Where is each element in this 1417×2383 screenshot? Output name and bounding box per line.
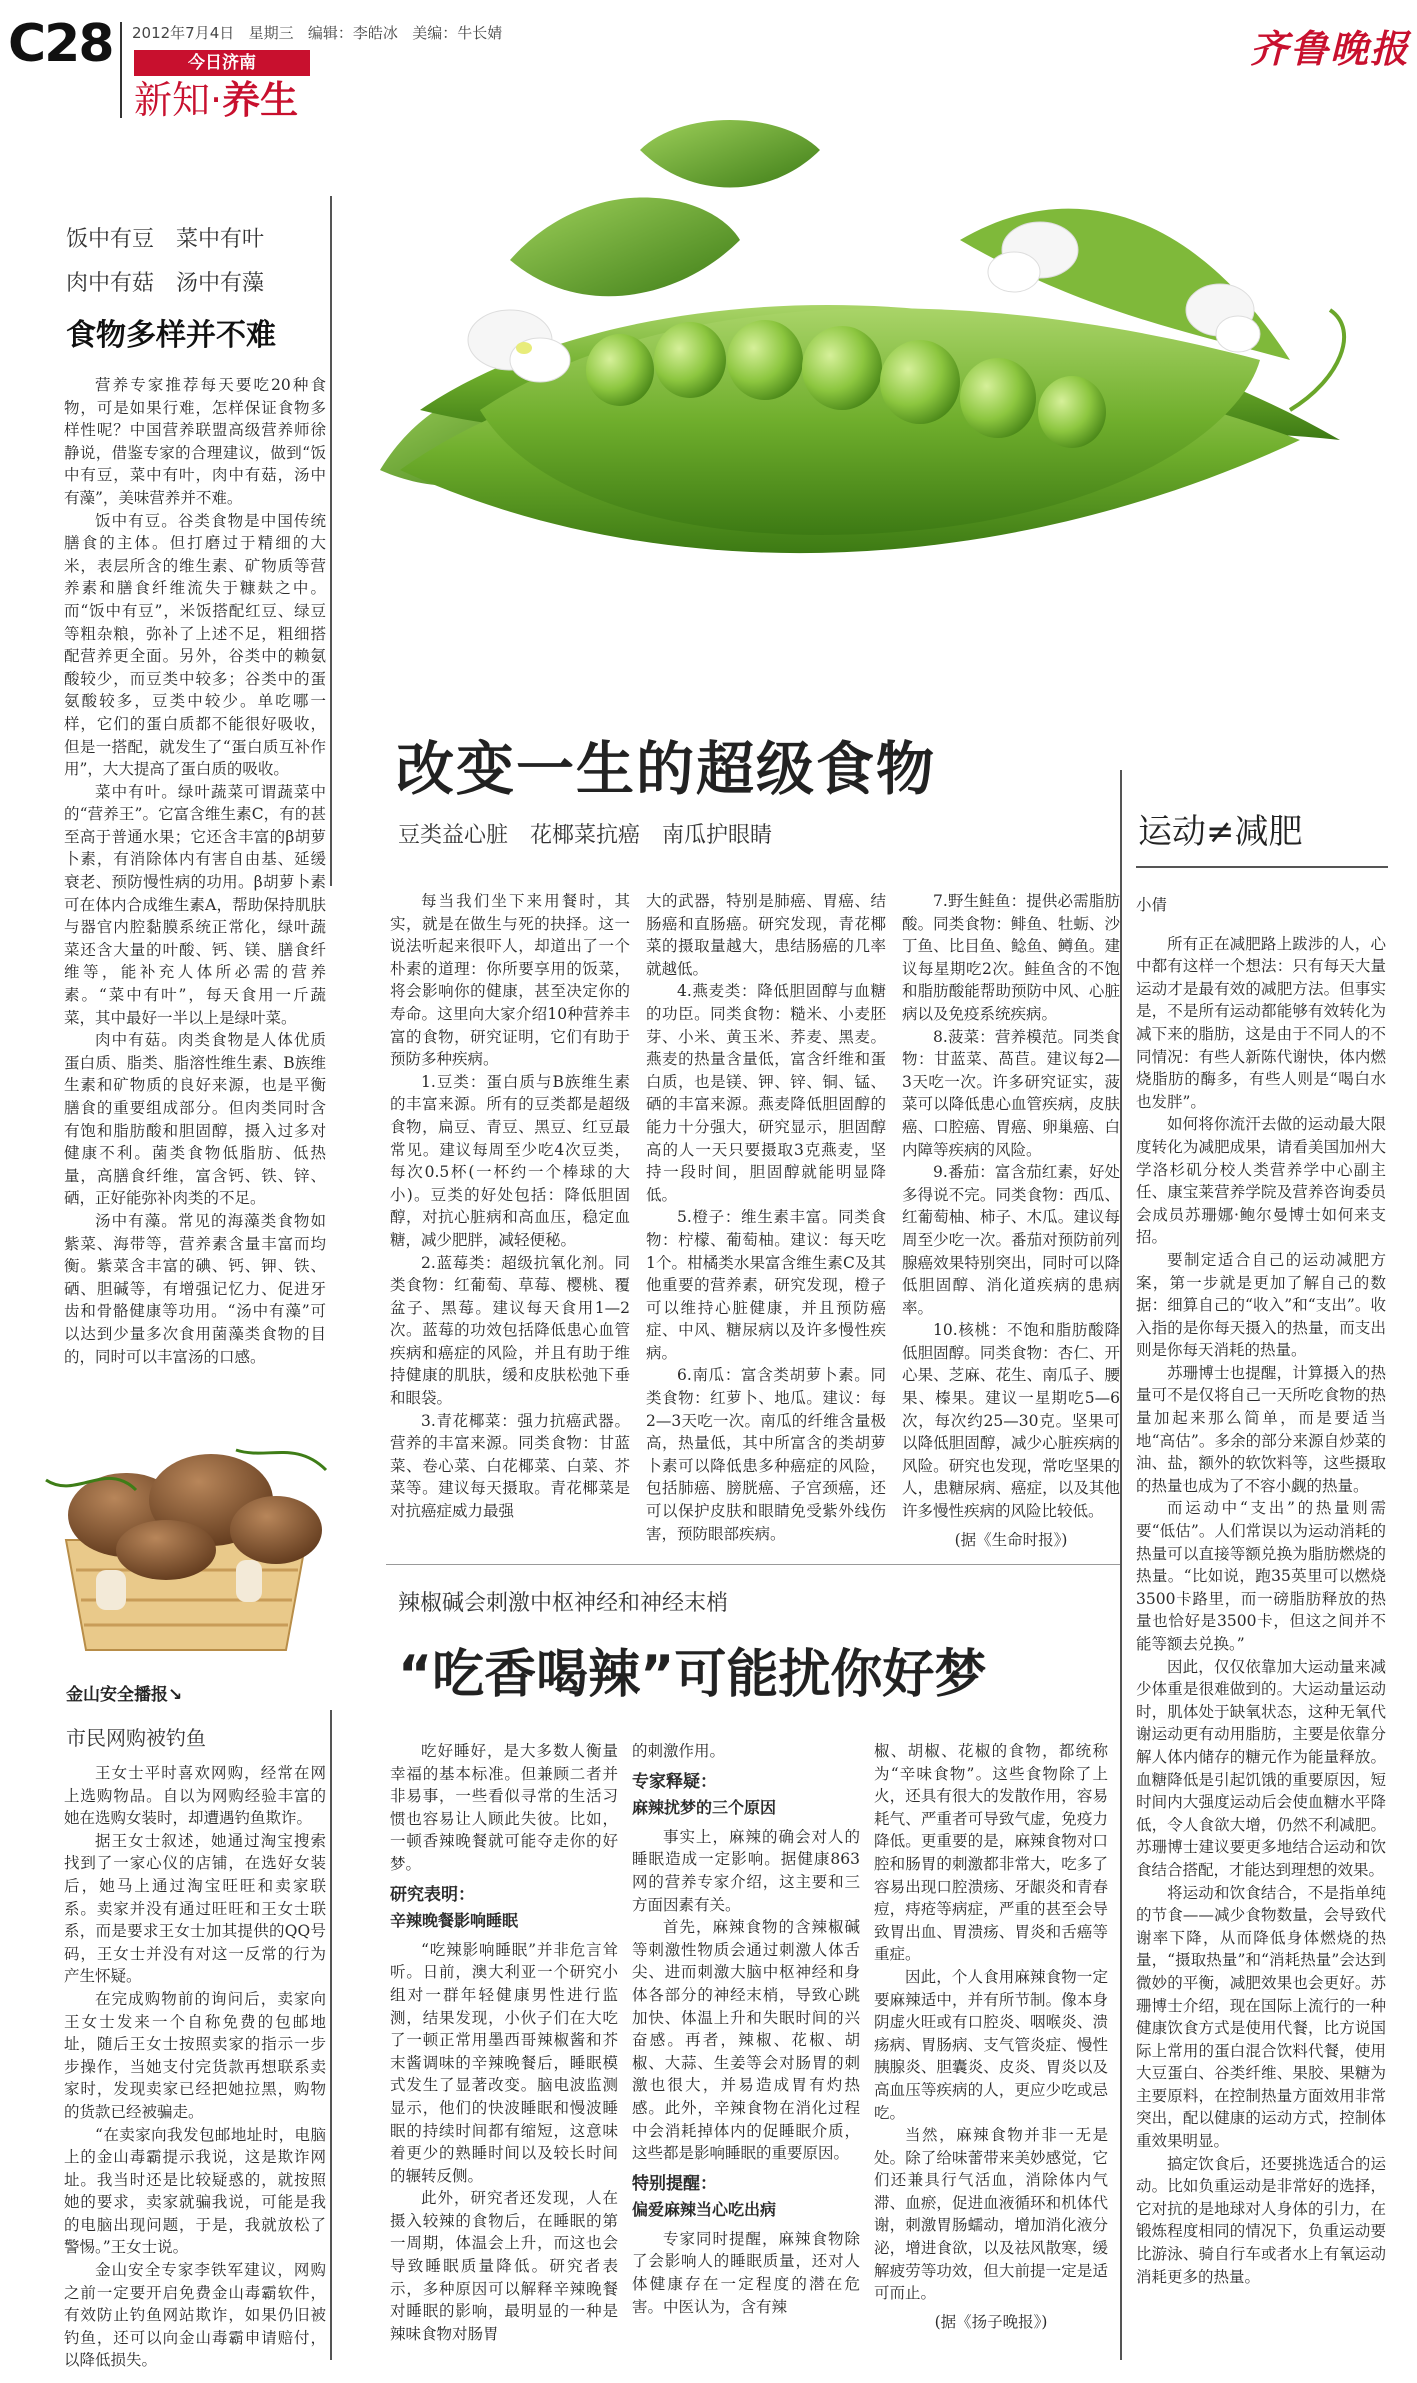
mushroom-stem (96, 1570, 126, 1610)
main-paragraph: 6.南瓜：富含类胡萝卜素。同类食物：红萝卜、地瓜。建议：每2—3天吃一次。南瓜的纤维含量极高，热量低，其中所富含的类胡萝卜素可以降低患多种癌症的风险，包括肺癌、膀胱癌、子宫颈癌，还可以保护皮肤和眼睛免受紫外线伤害，预防眼部疾病。 (646, 1366, 886, 1543)
right-article-title: 运动≠减肥 (1138, 812, 1303, 852)
section-tag: 今日济南 (134, 50, 310, 76)
left-column-rule (330, 196, 332, 886)
sidebar-column-name (66, 1680, 182, 1705)
main-article-title: 改变一生的超级食物 (396, 735, 937, 803)
spicy-subhead-title: 辛辣晚餐影响睡眠 (390, 1911, 519, 1931)
main-paragraph: 9.番茄：富含茄红素，好处多得说不完。同类食物：西瓜、红葡萄柚、柿子、木瓜。建议每周至少吃一次。番茄对预防前列腺癌效果特别突出，同时可以降低胆固醇、消化道疾病的患病率。 (902, 1163, 1120, 1317)
main-paragraph: 4.燕麦类：降低胆固醇与血糖的功臣。同类食物：糙米、小麦胚芽、小米、黄玉米、荞麦、黑麦。燕麦的热量含量低，富含纤维和蛋白质，也是镁、钾、锌、铜、锰、硒的丰富来源。燕麦降低胆固醇的能力十分强大，研究显示，胆固醇高的人一天只要摄取3克燕麦，坚持一段时间，胆固醇就能明显降低。 (646, 982, 886, 1204)
issue-weekday: 星期三 (248, 24, 294, 42)
masthead-logo: 齐鲁晚报 (1250, 26, 1411, 71)
spicy-paragraph: 事实上，麻辣的确会对人的睡眠造成一定影响。据健康863网的营养专家介绍，这主要和三方面因素有关。 (632, 1827, 860, 1914)
spicy-paragraph: 椒、胡椒、花椒的食物，都统称为“辛味食物”。这些食物除了上火，还具有很大的发散作用，容易耗气、严重者可导致气虚，免疫力降低。更重要的是，麻辣食物对口腔和肠胃的刺激都非常大，吃多了容易出现口腔溃疡、牙龈炎和青春痘，痔疮等病症，严重的甚至会导致胃出血、胃溃疡、胃炎和舌癌等重症。 (874, 1742, 1108, 1964)
pea (802, 326, 882, 410)
pea (880, 340, 960, 424)
right-byline: 小倩 (1136, 896, 1168, 914)
section-title-new: 新知 (134, 78, 211, 122)
main-paragraph: 2.蓝莓类：超级抗氧化剂。同类食物：红葡萄、草莓、樱桃、覆盆子、黑莓。建议每天食用1—2次。蓝莓的功效包括降低患心血管疾病和癌症的风险，并且有助于维持健康的肌肤，缓和皮肤松弛下垂和眼袋。 (390, 1253, 630, 1408)
spicy-subhead: 专家释疑： (632, 1771, 717, 1792)
left-article-body (64, 374, 326, 1366)
left-kicker-1: 饭中有豆 菜中有叶 (66, 227, 265, 252)
right-paragraph: 如何将你流汗去做的运动最大限度转化为减肥成果，请看美国加州大学洛杉矶分校人类营养学中心副主任、康宝莱营养学院及营养咨询委员会成员苏珊娜·鲍尔曼博士如何来支招。 (1136, 1115, 1386, 1247)
pea (654, 322, 726, 398)
spicy-kicker: 辣椒碱会刺激中枢神经和神经末梢 (398, 1591, 729, 1616)
sidebar-paragraph: “在卖家向我发包邮地址时，电脑上的金山毒霸提示我说，这是欺诈网址。我当时还是比较疑惑的，就按照她的要求，卖家就骗我说，可能是我的电脑出现问题，于是，我就放松了警惕。”王女士说。 (64, 2125, 326, 2257)
sidebar-paragraph: 据王女士叙述，她通过淘宝搜索找到了一家心仪的店铺，在选好女装后，她马上通过淘宝旺旺和卖家联系。卖家并没有通过旺旺和王女士联系，而是要求王女士加其提供的QQ号码，王女士并没有对这一反常的行为产生怀疑。 (64, 1831, 326, 1986)
main-paragraph: 7.野生鲑鱼：提供必需脂肪酸。同类食物：鲱鱼、牡蛎、沙丁鱼、比目鱼、鲶鱼、鳟鱼。建议每星期吃2次。鲑鱼含的不饱和脂肪酸能帮助预防中风、心脏病以及免疫系统疾病。 (902, 892, 1120, 1023)
pea-flower (1186, 284, 1260, 352)
sidebar-column-label: 金山安全播报 (66, 1685, 168, 1705)
spicy-source: (据《扬子晚报》) (934, 2312, 1048, 2331)
spicy-subhead-title: 偏爱麻辣当心吃出病 (632, 2200, 777, 2220)
spicy-subhead-title: 麻辣扰梦的三个原因 (632, 1798, 777, 1818)
left-paragraph: 饭中有豆。谷类食物是中国传统膳食的主体。但打磨过于精细的大米，表层所含的维生素、矿物质等营养素和膳食纤维流失于糠麸之中。而“饭中有豆”，米饭搭配红豆、绿豆等粗杂粮，弥补了上述不足，粗细搭配营养更全面。另外，谷类中的赖氨酸较少，而豆类中较多；谷类中的蛋氨酸较多，豆类中较少。单吃哪一样，它们的蛋白质都不能很好吸收，但是一搭配，就发生了“蛋白质互补作用”，大大提高了蛋白质的吸收。 (64, 511, 326, 779)
pea (586, 334, 654, 406)
spicy-paragraph: 首先，麻辣食物的含辣椒碱等刺激性物质会通过刺激人体舌尖、进而刺激大脑中枢神经和身体各部分的神经末梢，导致心跳加快、体温上升和失眠时间的兴奋感。再者，辣椒、花椒、胡椒、大蒜、生姜等会对肠胃的刺激也很大，并易造成胃有灼热感。此外，辛辣食物在消化过程中会消耗掉体内的促睡眠介质，这些都是影响睡眠的重要原因。 (632, 1918, 860, 2163)
designer-credit: 美编：牛长婧 (412, 24, 503, 42)
pea-leaf (510, 198, 740, 297)
left-article-title: 食物多样并不难 (66, 318, 276, 353)
spicy-col-3 (874, 1740, 1108, 2370)
sidebar-paragraph: 在完成购物前的询问后，卖家向王女士发来一个自称免费的包邮地址，随后王女士按照卖家的指示一步步操作，当她支付完货款再想联系卖家时，发现卖家已经把她拉黑，购物的货款已经被骗走。 (64, 1989, 326, 2121)
main-paragraph: 每当我们坐下来用餐时，其实，就是在做生与死的抉择。这一说法听起来很吓人，却道出了一个朴素的道理：你所要享用的饭菜，将会影响你的健康，甚至决定你的寿命。这里向大家介绍10种营养丰富的食物，研究证明，它们有助于预防多种疾病。 (390, 892, 630, 1069)
sidebar-title: 市民网购被钓鱼 (66, 1726, 206, 1750)
left-paragraph: 肉中有菇。肉类食物是人体优质蛋白质、脂类、脂溶性维生素、B族维生素和矿物质的良好来源，也是平衡膳食的重要组成部分。但肉类同时含有饱和脂肪酸和胆固醇，摄入过多对健康不利。菌类食物低脂肪、低热量，高膳食纤维，富含钙、铁、锌、硒，正好能弥补肉类的不足。 (64, 1031, 326, 1208)
spicy-paragraph: “吃辣影响睡眠”并非危言耸听。日前，澳大利亚一个研究小组对一群年轻健康男性进行监测，结果发现，小伙子们在大吃了一顿正常用墨西哥辣椒酱和芥末酱调味的辛辣晚餐后，睡眠模式发生了显著改变。脑电波监测显示，他们的快波睡眠和慢波睡眠的持续时间都有缩短，这意味着更少的熟睡时间以及较长时间的辗转反侧。 (390, 1940, 618, 2185)
spicy-paragraph: 的刺激作用。 (632, 1742, 726, 1760)
mushroom-cap (116, 1520, 216, 1580)
spicy-paragraph: 专家同时提醒，麻辣食物除了会影响人的睡眠质量，还对人体健康存在一定程度的潜在危害。中医认为，含有辣 (632, 2229, 860, 2316)
left-paragraph: 汤中有藻。常见的海藻类食物如紫菜、海带等，营养素含量丰富而均衡。紫菜含丰富的碘、钙、钾、铁、硒、胆碱等，有增强记忆力、促进牙齿和骨骼健康等功用。“汤中有藻”可以达到少量多次食用菌藻类食物的目的，同时可以丰富汤的口感。 (64, 1211, 326, 1366)
right-paragraph: 苏珊博士也提醒，计算摄入的热量可不是仅将自己一天所吃食物的热量加起来那么简单，而是要适当地“高估”。多余的部分来源自炒菜的油、盐，额外的软饮料等，这些摄取的热量也成为了不容小觑的热量。 (1136, 1363, 1386, 1495)
right-column-rule (1120, 770, 1122, 2360)
right-paragraph: 要制定适合自己的运动减肥方案，第一步就是更加了解自己的数据：细算自己的“收入”和“支出”。收入指的是你每天摄入的热量，而支出则是你每天消耗的热量。 (1136, 1250, 1386, 1360)
left-paragraph: 菜中有叶。绿叶蔬菜可谓蔬菜中的“营养王”。它富含维生素C，有的甚至高于普通水果；它还含丰富的β胡萝卜素，有消除体内有害自由基、延缓衰老、预防慢性病的功用。β胡萝卜素可在体内合成维生素A，帮助保持肌肤与器官内腔黏膜系统正常化，绿叶蔬菜还含大量的叶酸、钙、镁、膳食纤维等，能补充人体所必需的营养素。“菜中有叶”，每天食用一斤蔬菜，其中最好一半以上是绿叶菜。 (64, 782, 326, 1027)
issue-date: 2012年7月4日 (132, 24, 235, 42)
right-paragraph: 因此，仅仅依靠加大运动量来减少体重是很难做到的。大运动量运动时，肌体处于缺氧状态，这种无氧代谢运动更有动用脂肪，主要是依靠分解人体内储存的糖元作为能量释放。血糖降低是引起饥饿的重要原因，短时间内大强度运动后会使血糖水平降低，令人食欲大增，仍然不利减肥。苏珊博士建议要更多地结合运动和饮食结合搭配，才能达到理想的效果。 (1136, 1657, 1386, 1879)
main-paragraph: 5.橙子：维生素丰富。同类食物：柠檬、葡萄柚。建议：每天吃1个。柑橘类水果富含维生素C及其他重要的营养素，研究发现，橙子可以维持心脏健康，并且预防癌症、中风、糖尿病以及许多慢性疾病。 (646, 1208, 886, 1362)
pea-flower (468, 310, 570, 382)
main-paragraph: 8.菠菜：营养模范。同类食物：甘蓝菜、萵苣。建议每2—3天吃一次。许多研究证实，菠菜可以降低患心血管疾病，皮肤癌、口腔癌、胃癌、卵巢癌、白内障等疾病的风险。 (902, 1027, 1120, 1159)
spicy-subhead: 研究表明： (390, 1884, 475, 1905)
spicy-title: “吃香喝辣”可能扰你好梦 (398, 1645, 987, 1705)
spicy-paragraph: 此外，研究者还发现，人在摄入较辣的食物后，在睡眠的第一周期，体温会上升，而这也会导致睡眠质量降低。研究者表示，多种原因可以解释辛辣晚餐对睡眠的影响，最明显的一种是辣味食物对肠胃 (390, 2189, 618, 2343)
spicy-paragraph: 吃好睡好，是大多数人衡量幸福的基本标准。但兼顾二者并非易事，一些看似寻常的生活习惯也容易让人顾此失彼。比如，一顿香辣晚餐就可能夺走你的好梦。 (390, 1742, 618, 1873)
pea (727, 320, 803, 400)
header-divider (120, 22, 122, 118)
main-col-3 (902, 890, 1120, 1550)
right-paragraph: 搞定饮食后，还要挑选适合的运动。比如负重运动是非常好的选择，它对抗的是地球对人身体的引力，在锻炼程度相同的情况下，负重运动要比游泳、骑自行车或者水上有氧运动消耗更多的热量。 (1136, 2154, 1386, 2286)
pea-tendril (1290, 310, 1344, 410)
right-title-rule (1136, 866, 1388, 868)
mushroom-cap (230, 1496, 322, 1564)
right-article-body (1136, 880, 1386, 2370)
main-paragraph: 10.核桃：不饱和脂肪酸降低胆固醇。同类食物：杏仁、开心果、芝麻、花生、南瓜子、腰果、榛果。建议一星期吃5—6次，每次约25—30克。坚果可以降低胆固醇，减少心脏疾病的风险。研究也发现，常吃坚果的人，患糖尿病、癌症，以及其他许多慢性疾病的风险比较低。 (902, 1321, 1120, 1521)
spicy-col-1 (390, 1740, 618, 2360)
pea (960, 358, 1036, 438)
mushroom-stem (236, 1560, 262, 1602)
header-meta (132, 22, 502, 43)
right-paragraph: 所有正在减肥路上跋涉的人，心中都有这样一个想法：只有每天大量运动才是最有效的减肥方法。但事实是，不是所有运动都能够有效转化为减下来的脂肪，这是由于不同人的不同情况：有些人新陈代谢快，体内燃烧脂肪的酶多，有些人则是“喝白水也发胖”。 (1136, 934, 1386, 1111)
spicy-top-rule (386, 1564, 1120, 1565)
section-title-dot: · (210, 78, 223, 122)
pea-leaf (640, 120, 820, 188)
mushroom-basket-photo (36, 1420, 336, 1660)
page-number: C28 (8, 14, 113, 74)
main-paragraph: 大的武器，特别是肺癌、胃癌、结肠癌和直肠癌。研究发现，青花椰菜的摄取量越大，患结肠癌的几率就越低。 (646, 892, 886, 978)
left-kicker-2: 肉中有菇 汤中有藻 (66, 271, 265, 296)
right-paragraph: 而运动中“支出”的热量则需要“低估”。人们常误以为运动消耗的热量可以直接等额兑换为脂肪燃烧的热量。“比如说，跑35英里可以燃烧3500卡路里，而一磅脂肪释放的热量也恰好是3500卡，但这之间并不能等额去兑换。” (1136, 1499, 1386, 1653)
left-paragraph: 营养专家推荐每天要吃20种食物，可是如果行难，怎样保证食物多样性呢？中国营养联盟高级营养师徐静说，借鉴专家的合理建议，做到“饭中有豆，菜中有叶，肉中有菇，汤中有藻”，美味营养并不难。 (64, 376, 326, 507)
spicy-subhead: 特别提醒： (632, 2173, 717, 2194)
section-title-health: 养生 (222, 78, 299, 122)
spicy-paragraph: 当然，麻辣食物并非一无是处。除了给味蕾带来美妙感觉，它们还兼具行气活血，消除体内气滞、血瘀，促进血液循环和机体代谢，刺激胃肠蠕动，增加消化液分泌，增进食欲，以及祛风散寒，缓解疲劳等功效，但大前提一定是适可而止。 (874, 2126, 1108, 2303)
main-col-2 (646, 890, 886, 1543)
main-col-1 (390, 890, 630, 1530)
main-paragraph: 1.豆类：蛋白质与B族维生素的丰富来源。所有的豆类都是超级食物，扁豆、青豆、黑豆、红豆最常见。建议每周至少吃4次豆类，每次0.5杯(一杯约一个棒球的大小)。豆类的好处包括：降低胆固醇，对抗心脏病和高血压，稳定血糖，减少肥胖，减轻便秘。 (390, 1072, 630, 1249)
spicy-paragraph: 因此，个人食用麻辣食物一定要麻辣适中，并有所节制。像本身阴虚火旺或有口腔炎、咽喉炎、溃疡病、胃肠病、支气管炎症、慢性胰腺炎、胆囊炎、皮炎、胃炎以及高血压等疾病的人，更应少吃或忌吃。 (874, 1967, 1108, 2122)
arrow-icon: ↘ (168, 1685, 183, 1705)
main-article-subtitle: 豆类益心脏 花椰菜抗癌 南瓜护眼睛 (398, 823, 773, 848)
main-paragraph: 3.青花椰菜：强力抗癌武器。营养的丰富来源。同类食物：甘蓝菜、卷心菜、白花椰菜、白菜、芥菜等。建议每天摄取。青花椰菜是对抗癌症威力最强 (390, 1411, 630, 1521)
main-source: (据《生命时报》) (954, 1530, 1068, 1549)
sidebar-rule (330, 1710, 332, 2360)
right-paragraph: 将运动和饮食结合，不是指单纯的节食——减少食物数量，会导致代谢率下降，从而降低身体燃烧的热量，“摄取热量”和“消耗热量”会达到微妙的平衡，减肥效果也会更好。苏珊博士介绍，现在国际上流行的一种健康饮食方式是使用代餐，比方说国际上常用的蛋白混合饮料代餐，使用大豆蛋白、谷类纤维、果胶、果糖为主要原料，在控制热量方面效用非常突出，配以健康的运动方式，控制体重效果明显。 (1136, 1883, 1386, 2151)
pea-pod-photo (360, 110, 1410, 700)
section-title (134, 78, 298, 122)
sidebar-body (64, 1762, 326, 2372)
editor-credit: 编辑：李皓冰 (307, 24, 398, 42)
pea (1038, 376, 1106, 448)
sidebar-paragraph: 王女士平时喜欢网购，经常在网上选购物品。自以为网购经验丰富的她在选购女装时，却遭遇钓鱼欺诈。 (64, 1764, 326, 1828)
sidebar-paragraph: 金山安全专家李铁军建议，网购之前一定要开启免费金山毒霸软件，有效防止钓鱼网站欺诈，如果仍旧被钓鱼，还可以向金山毒霸申请赔付，以降低损失。 (64, 2261, 326, 2370)
spicy-col-2 (632, 1740, 860, 2360)
